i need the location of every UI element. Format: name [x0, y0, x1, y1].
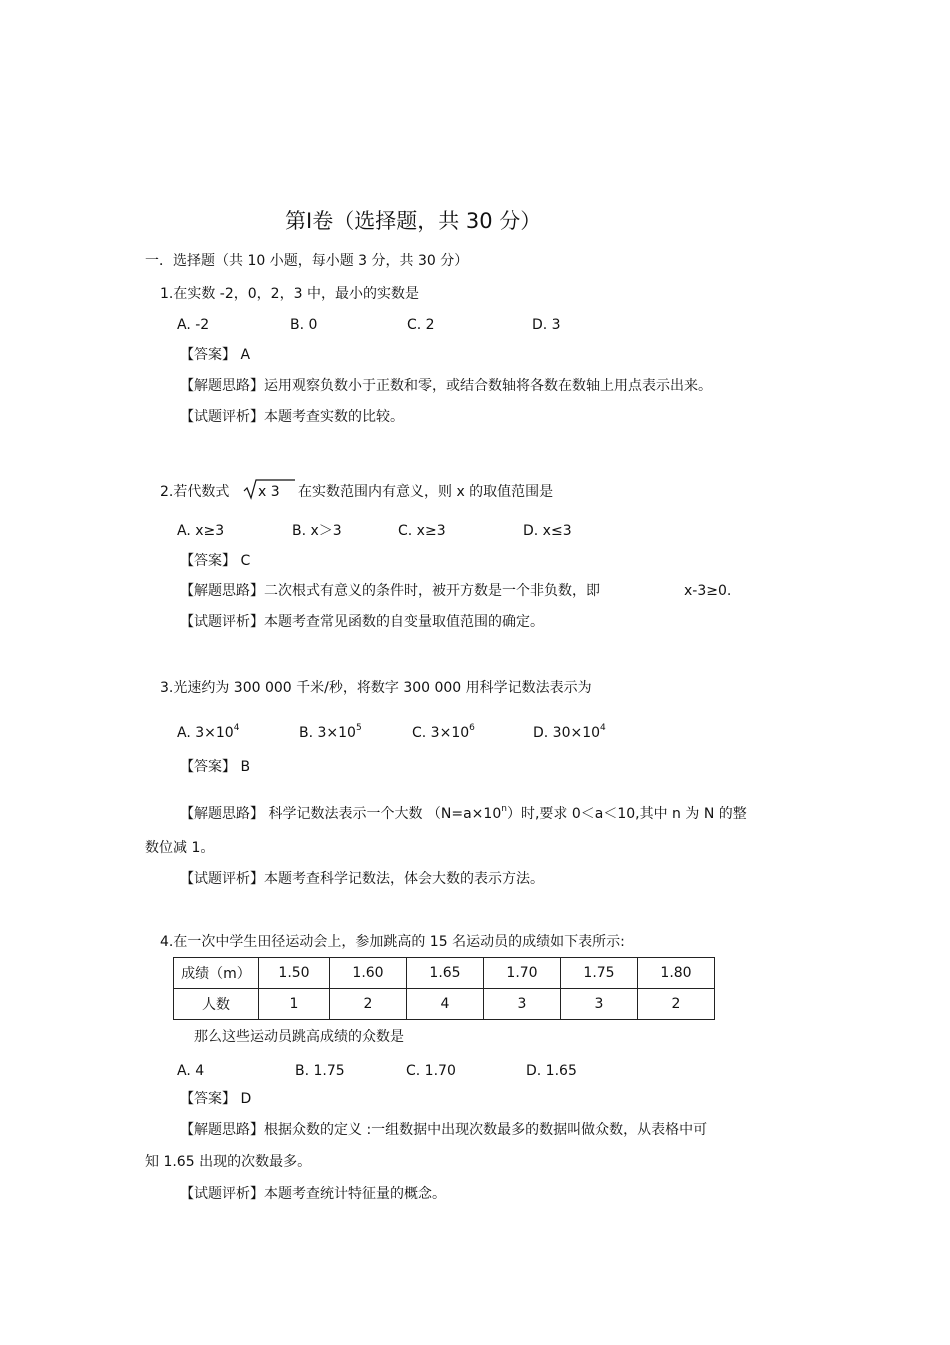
- question-2-stem-suffix: 在实数范围内有意义，则 x 的取值范围是: [298, 484, 554, 500]
- question-4-option-a: A. 4: [177, 1063, 205, 1079]
- question-2-idea: 【解题思路】二次根式有意义的条件时，被开方数是一个非负数，即: [180, 583, 600, 599]
- question-2-option-a: A. x≥3: [177, 523, 225, 539]
- table-cell: 1: [259, 989, 330, 1020]
- question-3-option-a: [177, 719, 239, 742]
- question-3-option-b: [299, 719, 362, 742]
- option-label: C. 3×10: [412, 725, 470, 741]
- question-3-idea: [180, 800, 747, 823]
- question-4-follow: 那么这些运动员跳高成绩的众数是: [194, 1029, 404, 1045]
- table-cell: 1.65: [407, 958, 484, 989]
- question-4-option-b: B. 1.75: [295, 1063, 345, 1079]
- table-row: [174, 989, 715, 1020]
- question-4-option-d: D. 1.65: [526, 1063, 577, 1079]
- question-2-stem-prefix: 2.若代数式: [160, 484, 230, 500]
- table-header-cell: 人数: [174, 989, 259, 1020]
- question-1-review: 【试题评析】本题考查实数的比较。: [180, 409, 404, 425]
- question-1-stem: 1.在实数 -2，0，2，3 中，最小的实数是: [160, 286, 419, 302]
- question-1-option-d: D. 3: [532, 317, 561, 333]
- question-3-review: 【试题评析】本题考查科学记数法，体会大数的表示方法。: [180, 871, 544, 887]
- table-cell: 1.60: [330, 958, 407, 989]
- idea-text: 【解题思路】 科学记数法表示一个大数 （N=a×10: [180, 806, 502, 822]
- table-cell: 3: [484, 989, 561, 1020]
- question-4-review: 【试题评析】本题考查统计特征量的概念。: [180, 1186, 446, 1202]
- question-1-option-b: B. 0: [290, 317, 318, 333]
- part-heading: 一．选择题（共 10 小题，每小题 3 分，共 30 分）: [145, 253, 469, 269]
- question-2-answer: 【答案】 C: [180, 553, 251, 569]
- table-cell: 2: [638, 989, 715, 1020]
- table-cell: 1.50: [259, 958, 330, 989]
- table-cell: 4: [407, 989, 484, 1020]
- table-cell: 3: [561, 989, 638, 1020]
- question-3-answer: 【答案】 B: [180, 759, 251, 775]
- question-1-option-a: A. -2: [177, 317, 210, 333]
- square-root-radicand: x 3: [258, 484, 280, 500]
- option-exponent: 6: [469, 723, 475, 733]
- section-title: 第Ⅰ卷（选择题，共 30 分）: [285, 209, 542, 233]
- question-1-answer: 【答案】 A: [180, 347, 251, 363]
- table-cell: 2: [330, 989, 407, 1020]
- table-cell: 1.75: [561, 958, 638, 989]
- question-4-stem: 4.在一次中学生田径运动会上，参加跳高的 15 名运动员的成绩如下表所示:: [160, 934, 625, 950]
- table-cell: 1.80: [638, 958, 715, 989]
- question-3-idea-line2: 数位减 1。: [145, 840, 215, 856]
- question-3-option-c: [412, 719, 475, 742]
- question-2-review: 【试题评析】本题考查常见函数的自变量取值范围的确定。: [180, 614, 544, 630]
- question-2-option-c: C. x≥3: [398, 523, 446, 539]
- option-label: A. 3×10: [177, 725, 234, 741]
- idea-exponent: n: [501, 804, 507, 814]
- idea-text-cont: ）时,要求 0＜a＜10,其中 n 为 N 的整: [506, 806, 747, 822]
- question-4-answer: 【答案】 D: [180, 1091, 252, 1107]
- option-label: B. 3×10: [299, 725, 356, 741]
- question-2-option-d: D. x≤3: [523, 523, 572, 539]
- table-row: [174, 958, 715, 989]
- question-1-option-c: C. 2: [407, 317, 435, 333]
- table-header-cell: 成绩（m）: [174, 958, 259, 989]
- table-cell: 1.70: [484, 958, 561, 989]
- question-1-idea: 【解题思路】运用观察负数小于正数和零，或结合数轴将各数在数轴上用点表示出来。: [180, 378, 712, 394]
- score-table: [173, 957, 715, 1020]
- option-label: D. 30×10: [533, 725, 601, 741]
- question-3-option-d: [533, 719, 606, 742]
- option-exponent: 4: [233, 723, 240, 733]
- question-4-idea-line2: 知 1.65 出现的次数最多。: [145, 1154, 312, 1170]
- option-exponent: 4: [600, 723, 606, 733]
- question-2-option-b: B. x＞3: [292, 523, 342, 539]
- option-exponent: 5: [355, 723, 362, 733]
- question-2-idea-condition: x-3≥0.: [684, 583, 732, 599]
- question-4-option-c: C. 1.70: [406, 1063, 456, 1079]
- question-3-stem: 3.光速约为 300 000 千米/秒，将数字 300 000 用科学记数法表示为: [160, 680, 592, 696]
- question-4-idea: 【解题思路】根据众数的定义 :一组数据中出现次数最多的数据叫做众数，从表格中可: [180, 1122, 708, 1138]
